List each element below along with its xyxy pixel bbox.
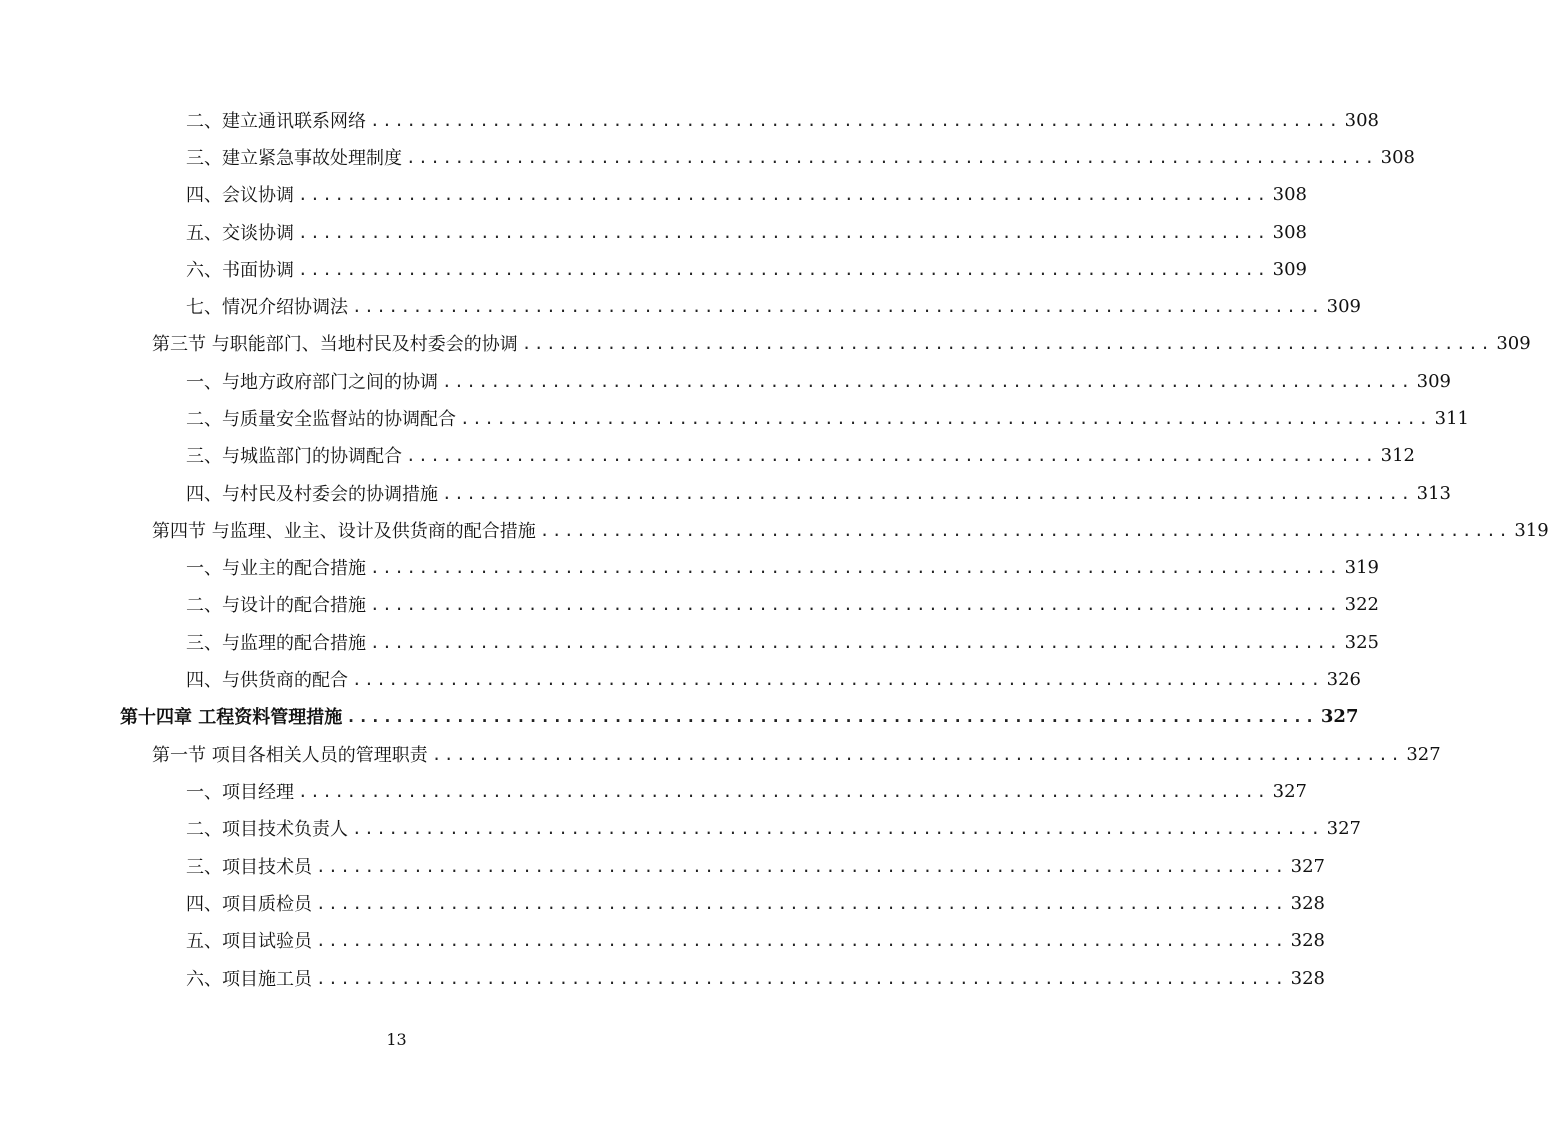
toc-entry-page: 319 [1514,519,1549,541]
dot-leader: ................................................................................ [352,669,1323,689]
dot-leader: ................................................................................ [370,594,1341,614]
toc-entry-label: 二、与设计的配合措施 [186,595,366,616]
toc-entry-page: 313 [1416,482,1451,504]
dot-leader: ................................................................................ [316,968,1287,988]
toc-entry[interactable] [186,218,1307,246]
toc-entry-page: 327 [1320,705,1359,727]
dot-leader: ................................................................................ [406,445,1377,465]
toc-entry-page: 319 [1344,556,1379,578]
toc-entry-page: 311 [1434,407,1469,429]
dot-leader: ................................................................................ [370,557,1341,577]
toc-entry[interactable] [186,926,1325,954]
toc-entry[interactable] [186,143,1415,171]
toc-entry-label: 六、项目施工员 [186,969,312,990]
page-number: 13 [386,1030,407,1049]
toc-entry-label: 第四节 与监理、业主、设计及供货商的配合措施 [152,521,536,542]
toc-entry[interactable] [186,404,1469,432]
dot-leader: ................................................................................ [521,333,1493,353]
toc-entry[interactable] [152,516,1549,544]
toc-entry[interactable] [186,777,1307,805]
toc-entry-page: 327 [1290,855,1325,877]
toc-entry[interactable] [186,590,1379,618]
toc-entry-label: 一、与地方政府部门之间的协调 [186,372,438,393]
toc-entry[interactable] [186,292,1361,320]
toc-entry-label: 二、与质量安全监督站的协调配合 [186,409,456,430]
toc-entry-page: 328 [1290,967,1325,989]
toc-entry-page: 327 [1272,780,1307,802]
toc-entry[interactable] [186,180,1307,208]
dot-leader: ................................................................................ [298,781,1269,801]
dot-leader: ................................................................................ [298,259,1269,279]
toc-entry-page: 327 [1326,817,1361,839]
toc-entry-label: 三、与监理的配合措施 [186,633,366,654]
toc-entry-label: 二、建立通讯联系网络 [186,111,366,132]
toc-entry-page: 326 [1326,668,1361,690]
dot-leader: ................................................................................ [316,893,1287,913]
toc-entry-label: 七、情况介绍协调法 [186,297,348,318]
dot-leader: ................................................................................ [370,632,1341,652]
toc-entry-page: 328 [1290,892,1325,914]
toc-entry-page: 308 [1272,183,1307,205]
dot-leader: ................................................................................ [539,520,1511,540]
toc-entry-label: 第三节 与职能部门、当地村民及村委会的协调 [152,334,518,355]
dot-leader: ................................................................................ [346,706,1317,726]
toc-entry-page: 312 [1380,444,1415,466]
dot-leader: ................................................................................ [316,930,1287,950]
toc-entry-page: 327 [1406,743,1441,765]
toc-entry[interactable] [186,628,1379,656]
toc-entry-page: 309 [1496,332,1531,354]
toc-entry-page: 328 [1290,929,1325,951]
toc-entry-label: 三、与城监部门的协调配合 [186,446,402,467]
toc-entry-label: 五、项目试验员 [186,931,312,952]
toc-entry-label: 一、与业主的配合措施 [186,558,366,579]
toc-entry-page: 309 [1326,295,1361,317]
dot-leader: ................................................................................ [352,296,1323,316]
toc-entry[interactable] [186,814,1361,842]
toc-entry-page: 308 [1380,146,1415,168]
toc-entry-page: 325 [1344,631,1379,653]
toc-entry[interactable] [186,106,1379,134]
toc-entry[interactable] [186,479,1451,507]
dot-leader: ................................................................................ [431,744,1403,764]
dot-leader: ................................................................................ [298,222,1269,242]
toc-entry[interactable] [186,441,1415,469]
toc-entry-label: 四、与供货商的配合 [186,670,348,691]
dot-leader: ................................................................................ [442,371,1413,391]
dot-leader: ................................................................................ [352,818,1323,838]
toc-entry[interactable] [186,367,1451,395]
toc-entry-label: 第十四章 工程资料管理措施 [120,707,343,728]
toc-entry-label: 四、与村民及村委会的协调措施 [186,484,438,505]
toc-entry[interactable] [186,852,1325,880]
toc-entry-label: 四、项目质检员 [186,894,312,915]
toc-entry-label: 二、项目技术负责人 [186,819,348,840]
toc-entry[interactable] [152,740,1441,768]
toc-chapter-entry[interactable] [120,702,1359,730]
toc-entry-label: 三、项目技术员 [186,857,312,878]
toc-entry-page: 322 [1344,593,1379,615]
dot-leader: ................................................................................ [298,184,1269,204]
toc-entry[interactable] [186,255,1307,283]
toc-entry-page: 309 [1272,258,1307,280]
toc-entry-label: 一、项目经理 [186,782,294,803]
toc-entry[interactable] [186,665,1361,693]
toc-entry-label: 五、交谈协调 [186,223,294,244]
toc-entry-label: 第一节 项目各相关人员的管理职责 [152,745,428,766]
toc-entry-page: 308 [1344,109,1379,131]
toc-entry-label: 三、建立紧急事故处理制度 [186,148,402,169]
dot-leader: ................................................................................ [370,110,1341,130]
toc-entry-label: 六、书面协调 [186,260,294,281]
dot-leader: ................................................................................ [460,408,1431,428]
toc-entry-label: 四、会议协调 [186,185,294,206]
toc-entry-page: 309 [1416,370,1451,392]
toc-entry-page: 308 [1272,221,1307,243]
toc-entry[interactable] [186,889,1325,917]
dot-leader: ................................................................................ [442,483,1413,503]
toc-entry[interactable] [152,329,1531,357]
dot-leader: ................................................................................ [316,856,1287,876]
toc-entry[interactable] [186,553,1379,581]
toc-entry[interactable] [186,964,1325,992]
dot-leader: ................................................................................ [406,147,1377,167]
